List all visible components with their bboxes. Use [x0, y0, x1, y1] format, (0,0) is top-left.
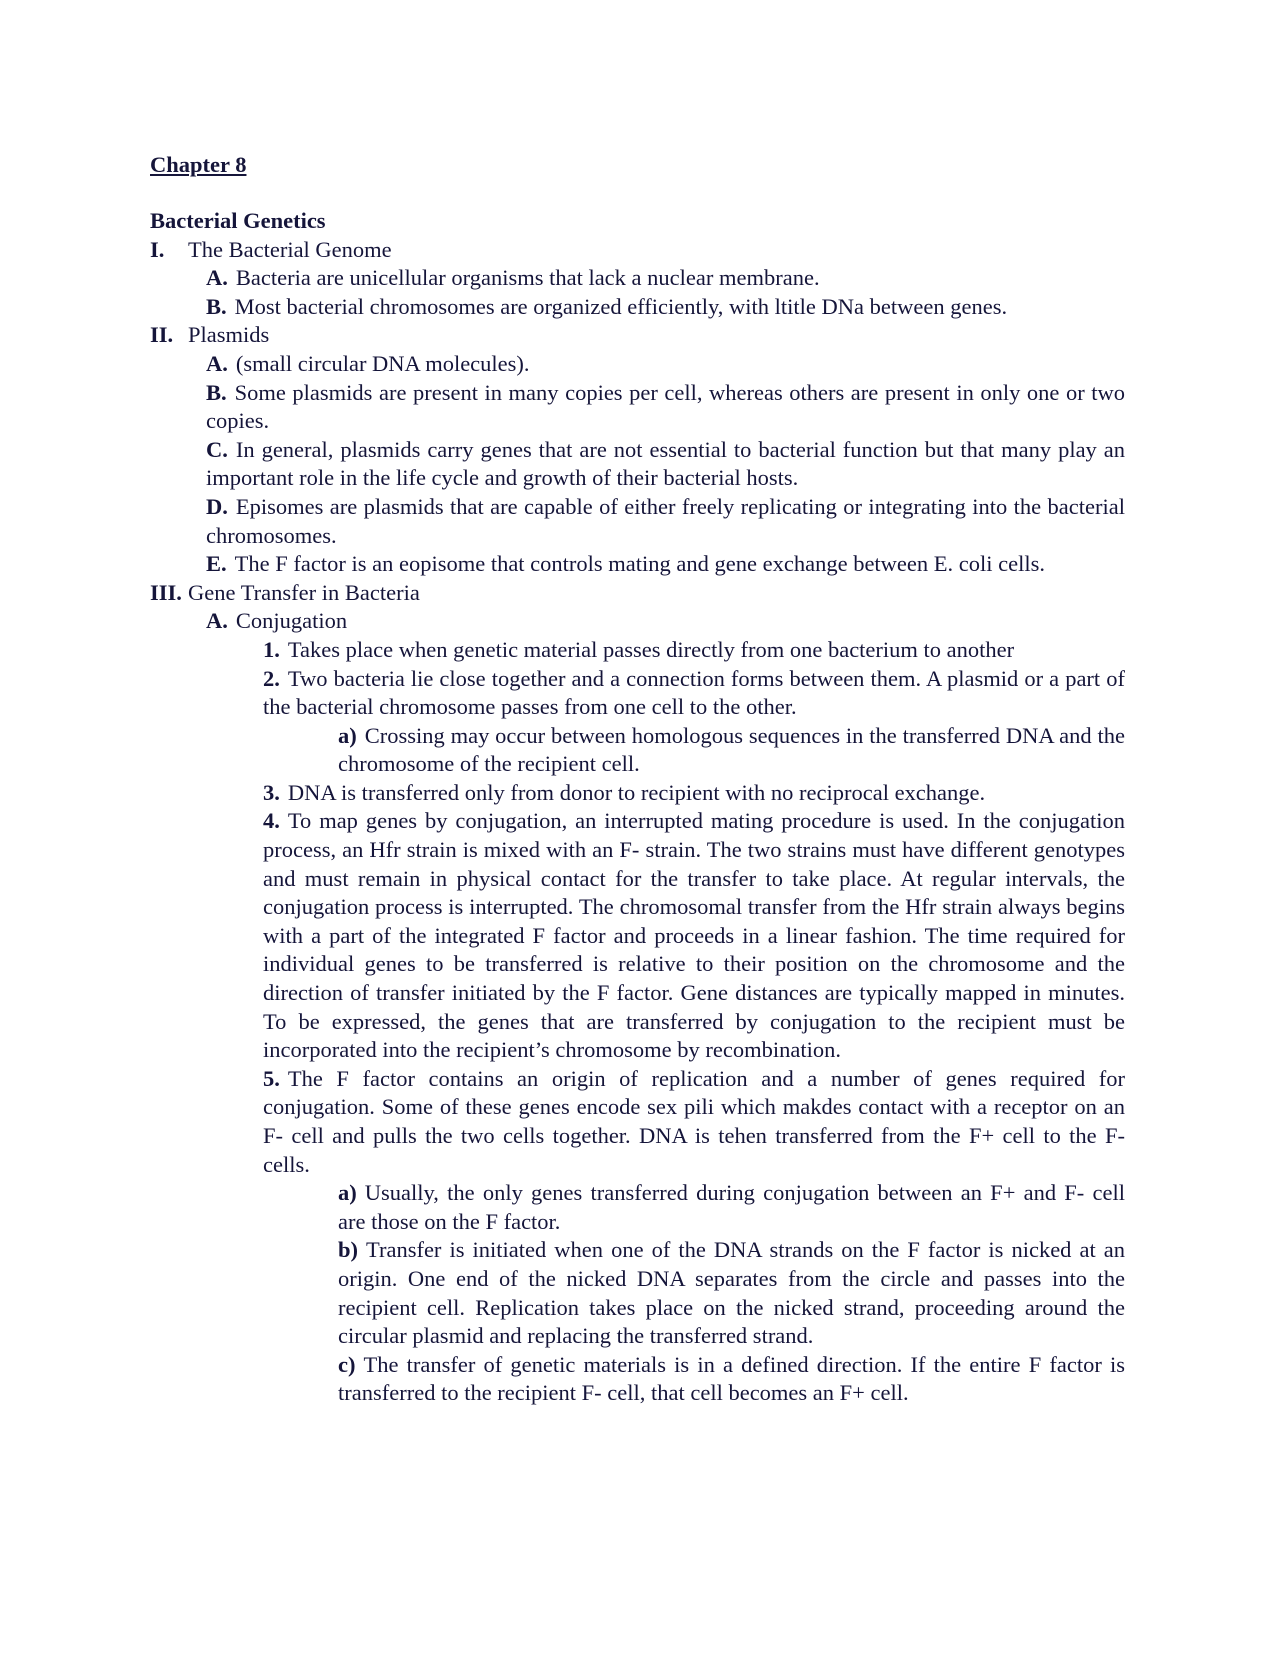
list-item [206, 550, 1125, 579]
point-label: 1. [263, 636, 280, 662]
item-label: C. [206, 436, 228, 462]
section-number: II. [150, 322, 174, 348]
item-text: Most bacterial chromosomes are organized efficiently, with ltitle DNa between genes. [234, 293, 1008, 319]
point-text: DNA is transferred only from donor to recipient with no reciprocal exchange. [287, 779, 986, 805]
lettered-subpoint [338, 1236, 1125, 1350]
list-item [206, 293, 1125, 322]
list-item [206, 607, 1125, 636]
section-title: Gene Transfer in Bacteria [188, 579, 420, 605]
lettered-subpoint [338, 722, 1125, 779]
list-item [206, 379, 1125, 436]
subpoint-label: b) [338, 1237, 359, 1263]
item-text: Some plasmids are present in many copies per cell, whereas others are present in only one or two copies. [206, 379, 1125, 434]
point-text: Takes place when genetic material passes directly from one bacterium to another [287, 636, 1015, 662]
subpoint-text: Crossing may occur between homologous sequences in the transferred DNA and the chromosome of the recipient cell. [338, 722, 1125, 777]
item-label: B. [206, 379, 227, 405]
point-label: 4. [263, 808, 280, 834]
document-body [150, 207, 1125, 1408]
list-item [206, 350, 1125, 379]
item-label: D. [206, 493, 228, 519]
section-title: Plasmids [188, 322, 270, 348]
item-text: In general, plasmids carry genes that are not essential to bacterial function but that many play an important role in the life cycle and growth of their bacterial hosts. [206, 436, 1125, 491]
item-label: A. [206, 608, 228, 634]
section-number: III. [150, 579, 182, 605]
subpoint-text: Transfer is initiated when one of the DNA strands on the F factor is nicked at an origin. One end of the nicked DNA separates from the circle and passes into the recipient cell. Replication takes place on the nicked strand, proceeding around the circular plasmid and replacing the transferred strand. [338, 1237, 1125, 1349]
numbered-point [263, 807, 1125, 1064]
subpoint-label: a) [338, 722, 357, 748]
item-text: The F factor is an eopisome that controls mating and gene exchange between E. coli cells. [234, 551, 1045, 577]
point-text: The F factor contains an origin of replication and a number of genes required for conjugation. Some of these genes encode sex pili which makdes contact with a receptor on an F- cell and pulls the two cells together. DNA is tehen transferred from the F+ cell to the F- cells. [263, 1065, 1125, 1177]
point-text: To map genes by conjugation, an interrupted mating procedure is used. In the conjugation process, an Hfr strain is mixed with an F- strain. The two strains must have different genotypes and must remain in physical contact for the transfer to take place. At regular intervals, the conjugation process is interrupted. The chromosomal transfer from the Hfr strain always begins with a part of the integrated F factor and proceeds in a linear fashion. The time required for individual genes to be transferred is relative to their position on the chromosome and the direction of transfer initiated by the F factor. Gene distances are typically mapped in minutes. To be expressed, the genes that are transferred by conjugation to the recipient must be incorporated into the recipient’s chromosome by recombination. [263, 808, 1125, 1063]
item-label: B. [206, 293, 227, 319]
list-item [206, 436, 1125, 493]
item-text: Bacteria are unicellular organisms that lack a nuclear membrane. [235, 265, 820, 291]
chapter-heading: Chapter 8 [150, 152, 247, 177]
list-item [206, 264, 1125, 293]
document-title: Bacterial Genetics [150, 208, 326, 233]
numbered-point [263, 779, 1125, 808]
subpoint-text: Usually, the only genes transferred during conjugation between an F+ and F- cell are those on the F factor. [338, 1180, 1125, 1234]
item-label: A. [206, 350, 228, 376]
subpoint-label: a) [338, 1180, 357, 1206]
subpoint-label: c) [338, 1351, 356, 1377]
point-text: Two bacteria lie close together and a connection forms between them. A plasmid or a part of the bacterial chromosome passes from one cell to the other. [263, 665, 1125, 720]
item-text: Conjugation [235, 608, 348, 634]
item-text: (small circular DNA molecules). [235, 350, 530, 376]
item-label: E. [206, 551, 227, 577]
section-heading [150, 321, 1125, 350]
lettered-subpoint [338, 1351, 1125, 1408]
point-label: 5. [263, 1065, 280, 1091]
section-heading [150, 236, 1125, 265]
point-label: 3. [263, 779, 280, 805]
section-number: I. [150, 236, 165, 262]
subpoint-text: The transfer of genetic materials is in a defined direction. If the entire F factor is transferred to the recipient F- cell, that cell becomes an F+ cell. [338, 1351, 1125, 1406]
lettered-subpoint [338, 1179, 1125, 1236]
numbered-point [263, 665, 1125, 722]
item-text: Episomes are plasmids that are capable of either freely replicating or integrating into the bacterial chromosomes. [206, 493, 1125, 548]
list-item [206, 493, 1125, 550]
item-label: A. [206, 265, 228, 291]
numbered-point [263, 1065, 1125, 1179]
section-title: The Bacterial Genome [188, 236, 392, 262]
point-label: 2. [263, 665, 280, 691]
section-heading [150, 579, 1125, 608]
numbered-point [263, 636, 1125, 665]
